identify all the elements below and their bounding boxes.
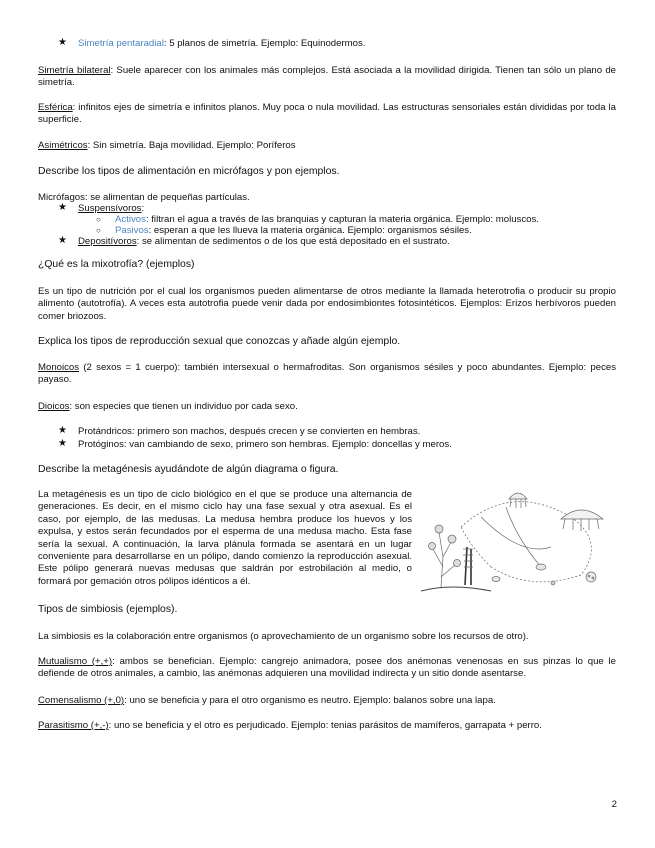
paragraph-comensalismo [38,695,616,707]
def-comensalismo: : uno se beneficia y para el otro organismo es neutro. Ejemplo: balanos sobre una lapa. [124,695,496,706]
def-activos: : filtran el agua a través de las branquias y capturan la materia orgánica. Ejemplo: moluscos. [145,214,539,225]
def-monoicos: (2 sexos = 1 cuerpo): también intersexual o hermafroditas. Son organismos sésiles y poco abundantes. Ejemplo: peces payaso. [38,362,616,386]
paragraph-mixotrofia: Es un tipo de nutrición por el cual los organismos pueden alimentarse de otros mediante la llamada heterotrofia o producir su propio alimento (autotrofía). A veces esta autotrofia puede venir dada por endosimbiontes fotosintéticos. Ejemplos: Erizos herbívoros pueden comer briozoos. [38,286,616,322]
def-mutualismo: : ambos se benefician. Ejemplo: cangrejo animadora, posee dos anémonas venenosas en sus pinzas lo que le defiende de otros animales, a cambio, las anémonas adquieren una movilidad indirecta y un sitio donde asentarse. [38,656,616,680]
list-item: Protándricos: primero son machos, después crecen y se convierten en hembras. [78,426,421,437]
term-suspensivoros: Suspensívoros [78,203,142,214]
metagenesis-diagram [421,487,618,593]
list-item: Protóginos: van cambiando de sexo, primero son hembras. Ejemplo: doncellas y meros. [78,439,452,450]
term-activos: Activos [115,214,146,225]
star-bullet-icon: ★ [58,37,67,48]
term-mutualismo: Mutualismo (+,+) [38,656,113,667]
def-esferica: : infinitos ejes de simetría e infinitos planos. Muy poca o nula movilidad. Las estructuras sensoriales están divididas por toda la superficie. [38,102,616,126]
term-esferica: Esférica [38,102,73,113]
term-bilateral: Simetría bilateral [38,65,111,76]
circle-bullet-icon: ○ [96,215,101,224]
def-dioicos: : son especies que tienen un individuo por cada sexo. [69,401,298,412]
star-bullet-icon: ★ [58,202,67,213]
question-metagenesis: Describe la metagénesis ayudándote de algún diagrama o figura. [38,464,339,475]
def-suspensivoros: : [141,203,145,214]
paragraph-simbiosis: La simbiosis es la colaboración entre organismos (o aprovechamiento de un organismo sobre los recursos de otro). [38,631,529,642]
term-pasivos: Pasivos [115,225,149,236]
star-bullet-icon: ★ [58,438,67,449]
term-pentaradial: Simetría pentaradial [78,38,164,49]
term-parasitismo: Parasitismo (+,-) [38,720,109,731]
def-bilateral: : Suele aparecer con los animales más complejos. Está asociada a la movilidad dirigida. Tienen tan sólo un plano de simetría. [38,65,616,89]
term-asimetricos: Asimétricos [38,140,88,151]
paragraph-dioicos [38,401,616,413]
page-number: 2 [611,799,617,810]
question-simbiosis: Tipos de simbiosis (ejemplos). [38,604,178,615]
paragraph-bilateral [38,65,616,90]
def-depositivoros: : se alimentan de sedimentos o de los que está depositado en el sustrato. [136,236,450,247]
paragraph-esferica [38,102,616,127]
term-monoicos: Monoicos [38,362,80,373]
list-item [78,236,450,248]
star-bullet-icon: ★ [58,235,67,246]
term-dioicos: Dioicos [38,401,70,412]
circle-bullet-icon: ○ [96,226,101,235]
term-comensalismo: Comensalismo (+,0) [38,695,125,706]
def-pentaradial: : 5 planos de simetría. Ejemplo: Equinodermos. [163,38,366,49]
question-mixotrofia: ¿Qué es la mixotrofía? (ejemplos) [38,259,195,270]
def-parasitismo: : uno se beneficia y el otro es perjudicado. Ejemplo: tenias parásitos de mamíferos, garrapata + perro. [108,720,542,731]
paragraph-parasitismo [38,720,616,732]
list-item [78,38,365,50]
def-pasivos: : esperan a que les llueva la materia orgánica. Ejemplo: organismos sésiles. [148,225,472,236]
term-depositivoros: Depositívoros [78,236,137,247]
question-reproduccion: Explica los tipos de reproducción sexual que conozcas y añade algún ejemplo. [38,336,401,347]
paragraph-microfagos: Micrófagos: se alimentan de pequeñas partículas. [38,192,250,203]
question-alimentacion: Describe los tipos de alimentación en micrófagos y pon ejemplos. [38,166,340,177]
def-asimetricos: : Sin simetría. Baja movilidad. Ejemplo: Poríferos [87,140,296,151]
paragraph-monoicos [38,362,616,387]
paragraph-mutualismo [38,656,616,681]
paragraph-asimetricos [38,140,616,152]
paragraph-metagenesis: La metagénesis es un tipo de ciclo biológico en el que se produce una alternancia de generaciones. Es decir, en el mismo ciclo hay una fase sexual y otra asexual. Es el caso, por ejemplo, de las medusas. La medusa hembra produce los huevos y los expulsa, y estos serán fecundados por el esperma de una medusa macho. Esta fase sería la sexual. A continuación, la larva plánula formada se asentará en un lugar conveniente para desarrollarse en un pólipo, dando comienzo la reproducción asexual. Este pólipo generará nuevas medusas que saldrán por estrobilación al medio, o formará por gemación otros pólipos idénticos a él. [38,489,412,587]
star-bullet-icon: ★ [58,425,67,436]
